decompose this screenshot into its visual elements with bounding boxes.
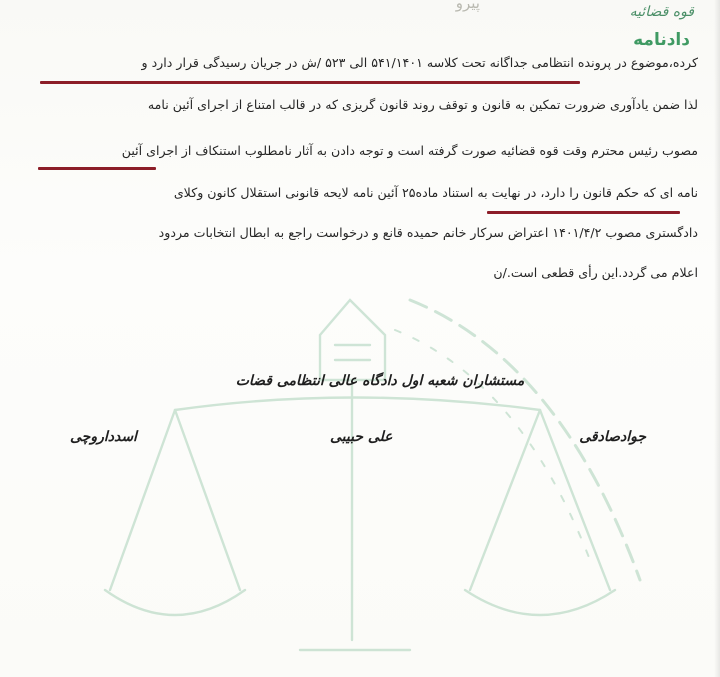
top-left-faint-text: پیرو: [455, 0, 480, 12]
highlight-underline-1: [40, 81, 580, 84]
page-edge-shadow: [714, 0, 720, 677]
signer-right: جوادصادقی: [579, 429, 646, 445]
signer-left: اسدداروچی: [70, 429, 137, 445]
signing-panel-title: مستشاران شعبه اول دادگاه عالی انتظامی قضات: [235, 373, 525, 389]
body-line-5: دادگستری مصوب ۱۴۰۱/۴/۲ اعتراض سرکار خانم حمیده قانع و درخواست راجع به ابطال انتخابات مردود: [158, 225, 698, 240]
document-title: دادنامه: [633, 30, 690, 50]
highlight-underline-3: [487, 211, 680, 214]
body-line-4: نامه ای که حکم قانون را دارد، در نهایت به استناد ماده۲۵ آئین نامه لایحه قانونی استقلال کانون وکلای: [173, 185, 698, 200]
body-line-3: مصوب رئیس محترم وقت قوه قضائیه صورت گرفته است و توجه دادن به آثار نامطلوب استنکاف از اجرای آئین: [121, 143, 698, 158]
court-logo-text: قوه قضائیه: [629, 4, 694, 20]
body-line-6: اعلام می گردد.این رأی قطعی است./ن: [493, 265, 698, 280]
highlight-underline-2: [38, 167, 156, 170]
body-line-1: کرده،موضوع در پرونده انتظامی جداگانه تحت کلاسه ۵۴۱/۱۴۰۱ الی ۵۲۳ /ش در جریان رسیدگی قرار دارد و: [141, 55, 698, 70]
body-line-2: لذا ضمن یادآوری ضرورت تمکین به قانون و توقف روند قانون گریزی که در قالب امتناع از اجرای آئین نامه: [147, 97, 698, 112]
signer-center: علی حبیبی: [330, 429, 393, 445]
